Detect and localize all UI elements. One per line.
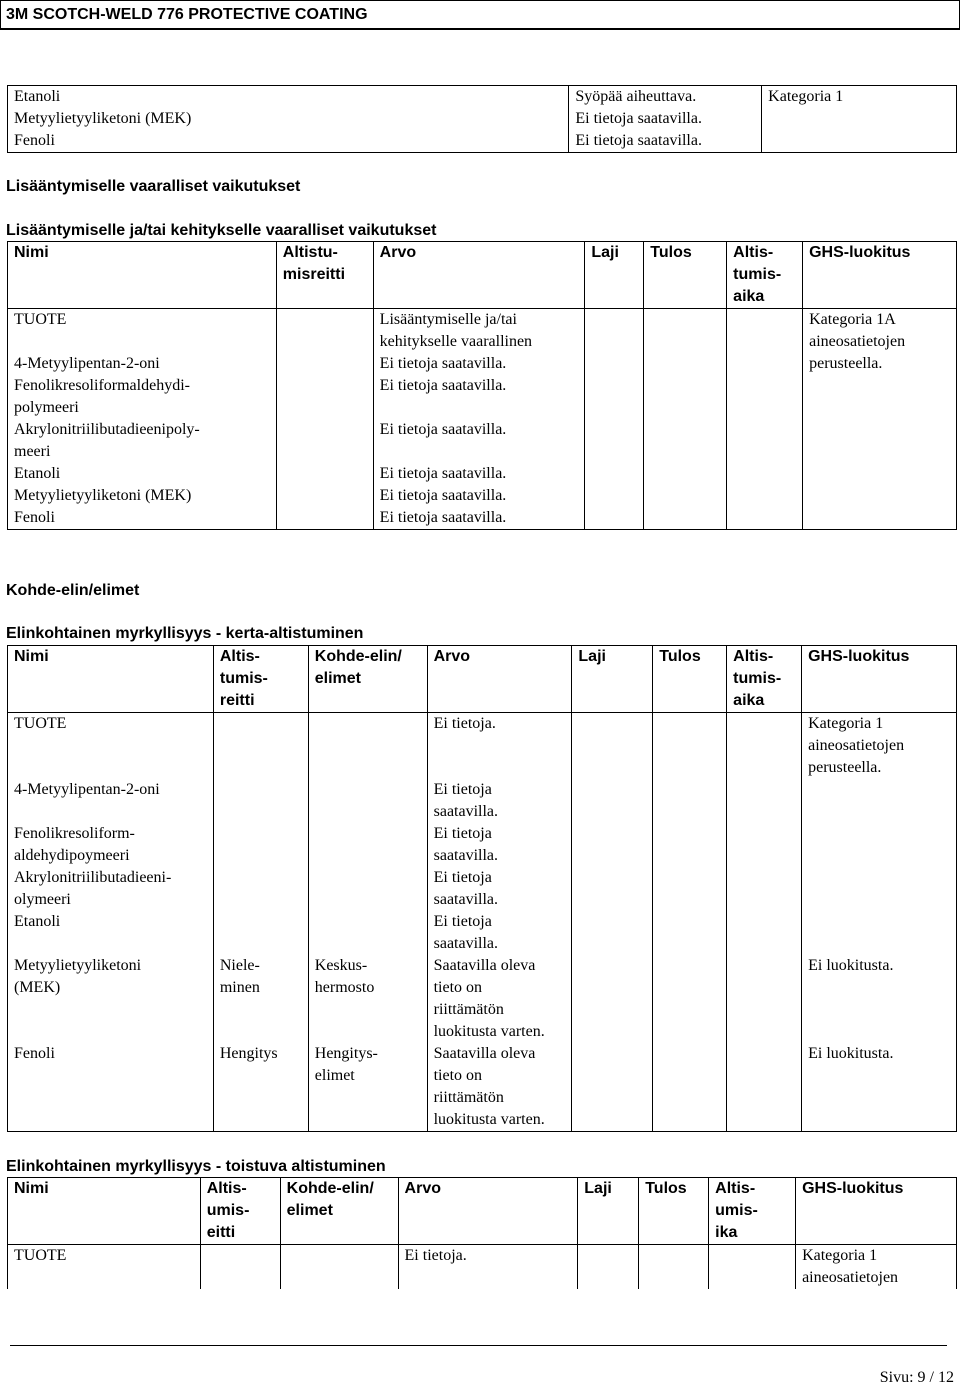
value-cell: Ei tietoja. <box>427 713 572 780</box>
table-row <box>8 779 957 823</box>
table-row <box>8 867 957 911</box>
time-cell <box>727 1043 802 1132</box>
type-cell <box>585 309 644 530</box>
ghs-cell: Kategoria 1 aineosatietojen <box>796 1245 957 1290</box>
organ-cell <box>308 779 427 823</box>
result-cell <box>639 1245 709 1290</box>
substance-name: Metyylietyyliketoni (MEK) <box>8 955 214 1043</box>
type-cell <box>572 955 653 1043</box>
table-row <box>8 309 957 354</box>
substance-name: Fenoli <box>8 130 569 153</box>
value-cell: Ei tietoja saatavilla. <box>427 823 572 867</box>
organ-cell <box>308 911 427 955</box>
table-row <box>8 1245 957 1290</box>
result-cell <box>653 911 727 955</box>
route-cell <box>200 1245 280 1290</box>
time-cell <box>727 309 803 530</box>
substance-name: Akrylonitriilibutadieeni- olymeeri <box>8 867 214 911</box>
col-header-route: Altis- umis- eitti <box>200 1178 280 1245</box>
substance-name: Etanoli <box>8 86 569 109</box>
substance-name: Etanoli <box>8 463 277 485</box>
type-cell <box>572 867 653 911</box>
substance-name: Fenolikresoliform- aldehydipoymeeri <box>8 823 214 867</box>
value-cell: Saatavilla oleva tieto on riittämätön luokitusta varten. <box>427 1043 572 1132</box>
table-row <box>8 86 957 109</box>
col-header-organ: Kohde-elin/ elimet <box>280 1178 398 1245</box>
table-row <box>8 713 957 780</box>
col-header-result: Tulos <box>644 242 727 309</box>
time-cell <box>727 955 802 1043</box>
col-header-result: Tulos <box>639 1178 709 1245</box>
value-cell: Ei tietoja saatavilla. <box>373 419 585 463</box>
time-cell <box>727 911 802 955</box>
section-title-repeated-exposure: Elinkohtainen myrkyllisyys - toistuva altistuminen <box>6 1158 386 1175</box>
type-cell <box>572 823 653 867</box>
substance-name: 4-Metyylipentan-2-oni <box>8 779 214 823</box>
col-header-time: Altis- tumis- aika <box>727 646 802 713</box>
ghs-cell: Ei luokitusta. <box>802 1043 957 1132</box>
type-cell <box>572 713 653 780</box>
value-cell: Ei tietoja saatavilla. <box>373 353 585 375</box>
value-cell: Ei tietoja saatavilla. <box>373 463 585 485</box>
ghs-cell: Ei luokitusta. <box>802 955 957 1043</box>
substance-name: Metyylietyyliketoni (MEK) <box>8 485 277 507</box>
table-row <box>8 955 957 1043</box>
value-cell: Ei tietoja saatavilla. <box>569 130 762 153</box>
route-cell <box>213 713 308 780</box>
organ-cell: Keskus- hermosto <box>308 955 427 1043</box>
col-header-value: Arvo <box>398 1178 578 1245</box>
time-cell <box>727 867 802 911</box>
value-cell: Ei tietoja saatavilla. <box>373 375 585 419</box>
value-cell: Syöpää aiheuttava. <box>569 86 762 109</box>
organ-cell <box>308 713 427 780</box>
col-header-organ: Kohde-elin/ elimet <box>308 646 427 713</box>
organ-cell <box>308 823 427 867</box>
organ-cell <box>280 1245 398 1290</box>
substance-name: Fenoli <box>8 1043 214 1132</box>
col-header-route: Altis- tumis- reitti <box>213 646 308 713</box>
route-cell <box>213 779 308 823</box>
value-cell: Saatavilla oleva tieto on riittämätön luokitusta varten. <box>427 955 572 1043</box>
result-cell <box>653 1043 727 1132</box>
result-cell <box>653 823 727 867</box>
header-row <box>8 242 957 309</box>
header-row <box>8 646 957 713</box>
category-cell <box>762 130 957 153</box>
table-row <box>8 911 957 955</box>
substance-name: Fenolikresoliformaldehydi- polymeeri <box>8 375 277 419</box>
time-cell <box>709 1245 796 1290</box>
single-exposure-table <box>7 645 957 1132</box>
ghs-cell <box>802 867 957 911</box>
substance-name: TUOTE <box>8 713 214 780</box>
col-header-name: Nimi <box>8 1178 201 1245</box>
result-cell <box>644 309 727 530</box>
route-cell <box>276 309 373 530</box>
result-cell <box>653 713 727 780</box>
table-row <box>8 823 957 867</box>
col-header-time: Altis- umis- ika <box>709 1178 796 1245</box>
ghs-cell <box>802 823 957 867</box>
page-current: 9 <box>917 1369 926 1386</box>
col-header-ghs: GHS-luokitus <box>802 646 957 713</box>
value-cell: Ei tietoja. <box>398 1245 578 1290</box>
value-cell: Lisääntymiselle ja/tai kehitykselle vaarallinen <box>373 309 585 354</box>
page-total: 12 <box>938 1369 954 1386</box>
document-title: 3M SCOTCH-WELD 776 PROTECTIVE COATING <box>6 6 368 23</box>
category-cell: Kategoria 1 <box>762 86 957 109</box>
value-cell: Ei tietoja saatavilla. <box>373 485 585 507</box>
route-cell <box>213 867 308 911</box>
time-cell <box>727 823 802 867</box>
col-header-result: Tulos <box>653 646 727 713</box>
time-cell <box>727 713 802 780</box>
organ-cell: Hengitys- elimet <box>308 1043 427 1132</box>
col-header-name: Nimi <box>8 646 214 713</box>
table-row <box>8 130 957 153</box>
page-separator: / <box>929 1369 934 1386</box>
route-cell: Hengitys <box>213 1043 308 1132</box>
section-title-reproductive: Lisääntymiselle vaaralliset vaikutukset <box>6 178 301 195</box>
route-cell <box>213 911 308 955</box>
col-header-value: Arvo <box>427 646 572 713</box>
value-cell: Ei tietoja saatavilla. <box>427 779 572 823</box>
col-header-name: Nimi <box>8 242 277 309</box>
type-cell <box>578 1245 639 1290</box>
value-cell: Ei tietoja saatavilla. <box>569 108 762 130</box>
col-header-route: Altistu- misreitti <box>276 242 373 309</box>
col-header-type: Laji <box>578 1178 639 1245</box>
page-number <box>880 1369 954 1387</box>
section-title-single-exposure: Elinkohtainen myrkyllisyys - kerta-altistuminen <box>6 625 364 642</box>
table-row <box>8 108 957 130</box>
carcinogenicity-table <box>7 85 957 153</box>
value-cell: Ei tietoja saatavilla. <box>427 867 572 911</box>
col-header-ghs: GHS-luokitus <box>796 1178 957 1245</box>
substance-name: Fenoli <box>8 507 277 530</box>
substance-name: 4-Metyylipentan-2-oni <box>8 353 277 375</box>
substance-name: TUOTE <box>8 1245 201 1290</box>
table-row <box>8 1043 957 1132</box>
value-cell: Ei tietoja saatavilla. <box>427 911 572 955</box>
route-cell <box>213 823 308 867</box>
route-cell: Niele- minen <box>213 955 308 1043</box>
organ-cell <box>308 867 427 911</box>
section-subtitle-reproductive: Lisääntymiselle ja/tai kehitykselle vaaralliset vaikutukset <box>6 222 437 239</box>
section-title-target-organ: Kohde-elin/elimet <box>6 582 140 599</box>
type-cell <box>572 779 653 823</box>
type-cell <box>572 1043 653 1132</box>
page-label: Sivu: <box>879 1369 914 1386</box>
col-header-value: Arvo <box>373 242 585 309</box>
col-header-time: Altis- tumis- aika <box>727 242 803 309</box>
result-cell <box>653 779 727 823</box>
ghs-cell <box>802 779 957 823</box>
header-row <box>8 1178 957 1245</box>
col-header-type: Laji <box>585 242 644 309</box>
substance-name: TUOTE <box>8 309 277 354</box>
ghs-cell: Kategoria 1 aineosatietojen perusteella. <box>802 713 957 780</box>
col-header-ghs: GHS-luokitus <box>803 242 957 309</box>
footer-rule <box>10 1345 947 1346</box>
ghs-cell <box>802 911 957 955</box>
result-cell <box>653 955 727 1043</box>
substance-name: Metyylietyyliketoni (MEK) <box>8 108 569 130</box>
time-cell <box>727 779 802 823</box>
category-cell <box>762 108 957 130</box>
substance-name: Akrylonitriilibutadieenipoly- meeri <box>8 419 277 463</box>
ghs-cell: Kategoria 1A aineosatietojen perusteella. <box>803 309 957 530</box>
type-cell <box>572 911 653 955</box>
repeated-exposure-table <box>7 1177 957 1289</box>
substance-name: Etanoli <box>8 911 214 955</box>
value-cell: Ei tietoja saatavilla. <box>373 507 585 530</box>
reproductive-table <box>7 241 957 530</box>
result-cell <box>653 867 727 911</box>
col-header-type: Laji <box>572 646 653 713</box>
